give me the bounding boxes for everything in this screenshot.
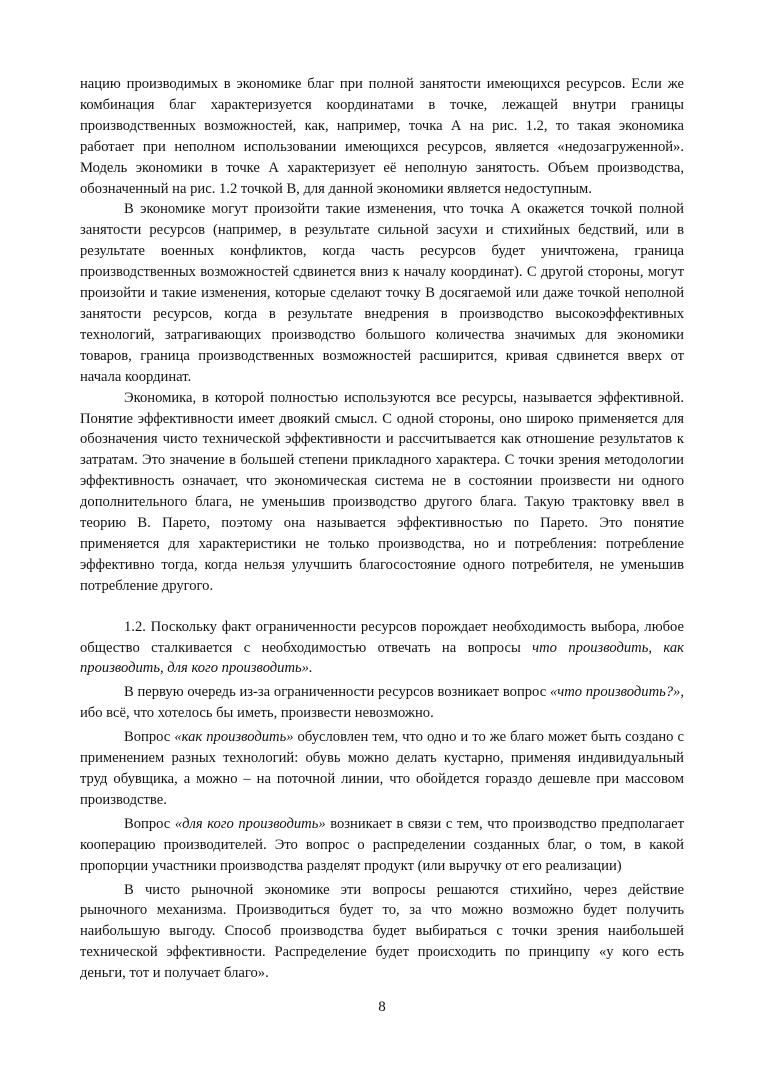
document-body [80, 74, 684, 984]
paragraph-3: Экономика, в которой полностью используются все ресурсы, называется эффективной. Понятие эффективности имеет двоякий смысл. С одной стороны, оно широко применяется для обозначения чисто технической эффективности и рассчитывается как отношение результатов к затратам. Это значение в большей степени прикладного характера. С точки зрения методологии эффективность означает, что экономическая система не в состоянии произвести ни одного дополнительного блага, не уменьшив производство другого блага. Такую трактовку ввел в теорию В. Парето, поэтому она называется эффективностью по Парето. Это понятие применяется для характеристики не только производства, но и потребления: потребление эффективно тогда, когда нельзя улучшить благосостояние одного потребителя, не уменьшив потребление другого. [80, 389, 684, 594]
paragraph-6-text: Вопрос [124, 729, 175, 746]
paragraph-5-tail: ибо всё, что хотелось бы иметь, произвести невозможно. [80, 705, 434, 722]
paragraph-5 [80, 682, 684, 724]
paragraph-7-tail: возникает в связи с тем, что производство предполагает кооперацию производителей. Это вопрос о распределении созданных благ, о том, в какой пропорции участники производства разделят продукт (или выручку от его реализации) [80, 815, 685, 874]
paragraph-4 [80, 617, 684, 680]
paragraph-7-italic: «для кого производить» [174, 815, 326, 832]
paragraph-5-italic: «что производить?», [549, 684, 684, 701]
paragraph-5-text: В первую очередь из-за ограниченности ресурсов возникает вопрос [124, 684, 550, 701]
page-number: 8 [378, 999, 386, 1015]
paragraph-6 [80, 727, 684, 811]
paragraph-7 [80, 814, 684, 877]
paragraph-1: нацию производимых в экономике благ при полной занятости имеющихся ресурсов. Если же комбинация благ характеризуется координатами в точке, лежащей внутри границы производственных возможностей, как, например, точка А на рис. 1.2, то такая экономика работает при неполном использовании имеющихся ресурсов, является «недозагруженной». Модель экономики в точке А характеризует её неполную занятость. Объем производства, обозначенный на рис. 1.2 точкой В, для данной экономики является недоступным. [80, 76, 684, 197]
paragraph-6-italic: «как производить» [174, 729, 294, 746]
paragraph-7-text: Вопрос [124, 815, 175, 832]
paragraph-6-tail: обусловлен тем, что одно и то же благо может быть создано с применением разных технологий: обувь можно делать кустарно, применяя индивидуальный труд обувщика, а можно – на поточной линии, что обойдется гораздо дешевле при массовом производстве. [80, 729, 684, 808]
paragraph-4-text: 1.2. Поскольку факт ограниченности ресурсов порождает необходимость выбора, любое общество сталкивается с необходимостью отвечать на вопросы [80, 618, 684, 656]
paragraph-8: В чисто рыночной экономике эти вопросы решаются стихийно, через действие рыночного механизма. Производиться будет то, за что можно возможно будет получить наибольшую выгоду. Способ производства будет выбираться с точки зрения наибольшей технической эффективности. Распределение будет происходить по принципу «у кого есть деньги, тот и получает благо». [80, 881, 684, 982]
paragraph-2: В экономике могут произойти такие изменения, что точка А окажется точкой полной занятости ресурсов (например, в результате сильной засухи и стихийных бедствий, или в результате военных конфликтов, когда часть ресурсов будет уничтожена, граница производственных возможностей сдвинется вниз к началу координат). С другой стороны, могут произойти и такие изменения, которые сделают точку В досягаемой или даже точкой неполной занятости ресурсов, когда в результате внедрения в производство высокоэффективных технологий, затрагивающих производство большого количества значимых для экономики товаров, граница производственных возможностей расширится, кривая сдвинется вверх от начала координат. [80, 201, 684, 385]
paragraph-4-italic: что производить, как производить, для кого производить». [80, 639, 684, 677]
